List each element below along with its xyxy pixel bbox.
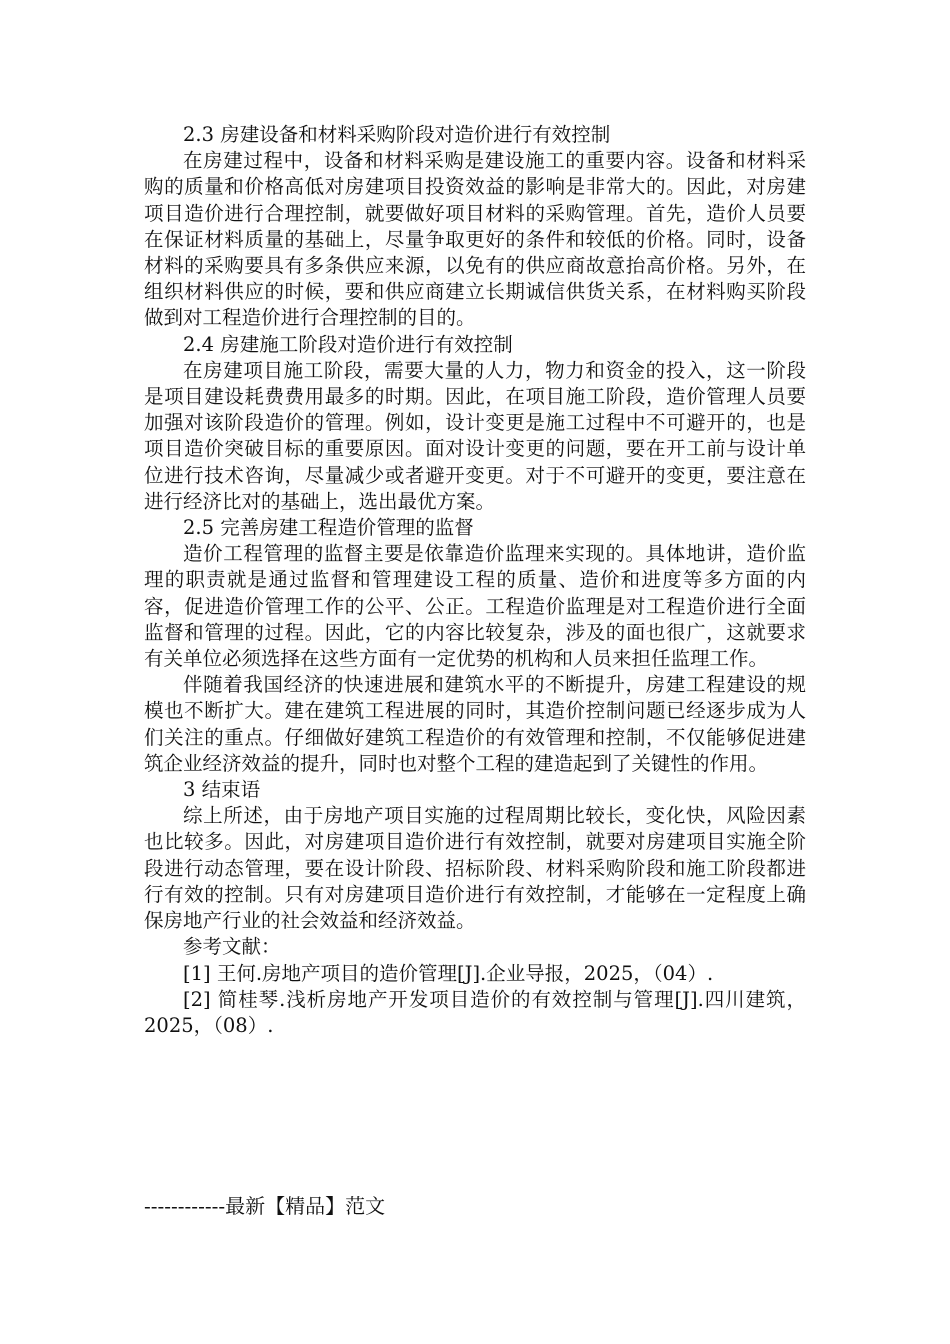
section-heading-2-3: 2.3 房建设备和材料采购阶段对造价进行有效控制 <box>183 123 611 146</box>
section-heading-2-4: 2.4 房建施工阶段对造价进行有效控制 <box>183 332 513 356</box>
reference-item: [2] 简桂琴.浅析房地产开发项目造价的有效控制与管理[J].四川建筑，2025，（08）. <box>144 987 806 1037</box>
paragraph: 在房建项目施工阶段，需要大量的人力，物力和资金的投入，这一阶段是项目建设耗费费用最多的时期。因此，在项目施工阶段，造价管理人员要加强对该阶段造价的管理。例如，设计变更是施工过程中不可避开的，也是项目造价突破目标的重要原因。面对设计变更的问题，要在开工前与设计单位进行技术咨询，尽量减少或者避开变更。对于不可避开的变更，要注意在进行经济比对的基础上，选出最优方案。 <box>144 358 806 513</box>
references-title: 参考文献： <box>183 935 281 959</box>
document-body <box>144 122 806 1039</box>
paragraph: 综上所述，由于房地产项目实施的过程周期比较长，变化快，风险因素也比较多。因此，对房建项目造价进行有效控制，就要对房建项目实施全阶段进行动态管理，要在设计阶段、招标阶段、材料采购阶段和施工阶段都进行有效的控制。只有对房建项目造价进行有效控制，才能够在一定程度上确保房地产行业的社会效益和经济效益。 <box>144 804 806 933</box>
paragraph: 在房建过程中，设备和材料采购是建设施工的重要内容。设备和材料采购的质量和价格高低对房建项目投资效益的影响是非常大的。因此，对房建项目造价进行合理控制，就要做好项目材料的采购管理。首先，造价人员要在保证材料质量的基础上，尽量争取更好的条件和较低的价格。同时，设备材料的采购要具有多条供应来源，以免有的供应商故意抬高价格。另外，在组织材料供应的时候，要和供应商建立长期诚信供货关系，在材料购买阶段做到对工程造价进行合理控制的目的。 <box>144 149 806 330</box>
reference-item: [1] 王何.房地产项目的造价管理[J].企业导报，2025，（04）. <box>183 961 714 985</box>
page-footer: ------------最新【精品】范文 <box>144 1194 386 1218</box>
section-heading-conclusion: 3 结束语 <box>183 778 261 802</box>
paragraph: 造价工程管理的监督主要是依靠造价监理来实现的。具体地讲，造价监理的职责就是通过监督和管理建设工程的质量、造价和进度等多方面的内容，促进造价管理工作的公平、公正。工程造价监理是对工程造价进行全面监督和管理的过程。因此，它的内容比较复杂，涉及的面也很广，这就要求有关单位必须选择在这些方面有一定优势的机构和人员来担任监理工作。 <box>144 542 806 671</box>
section-heading-2-5: 2.5 完善房建工程造价管理的监督 <box>183 516 474 540</box>
paragraph: 伴随着我国经济的快速进展和建筑水平的不断提升，房建工程建设的规模也不断扩大。建在建筑工程进展的同时，其造价控制问题已经逐步成为人们关注的重点。仔细做好建筑工程造价的有效管理和控制，不仅能够促进建筑企业经济效益的提升，同时也对整个工程的建造起到了关键性的作用。 <box>144 673 806 775</box>
